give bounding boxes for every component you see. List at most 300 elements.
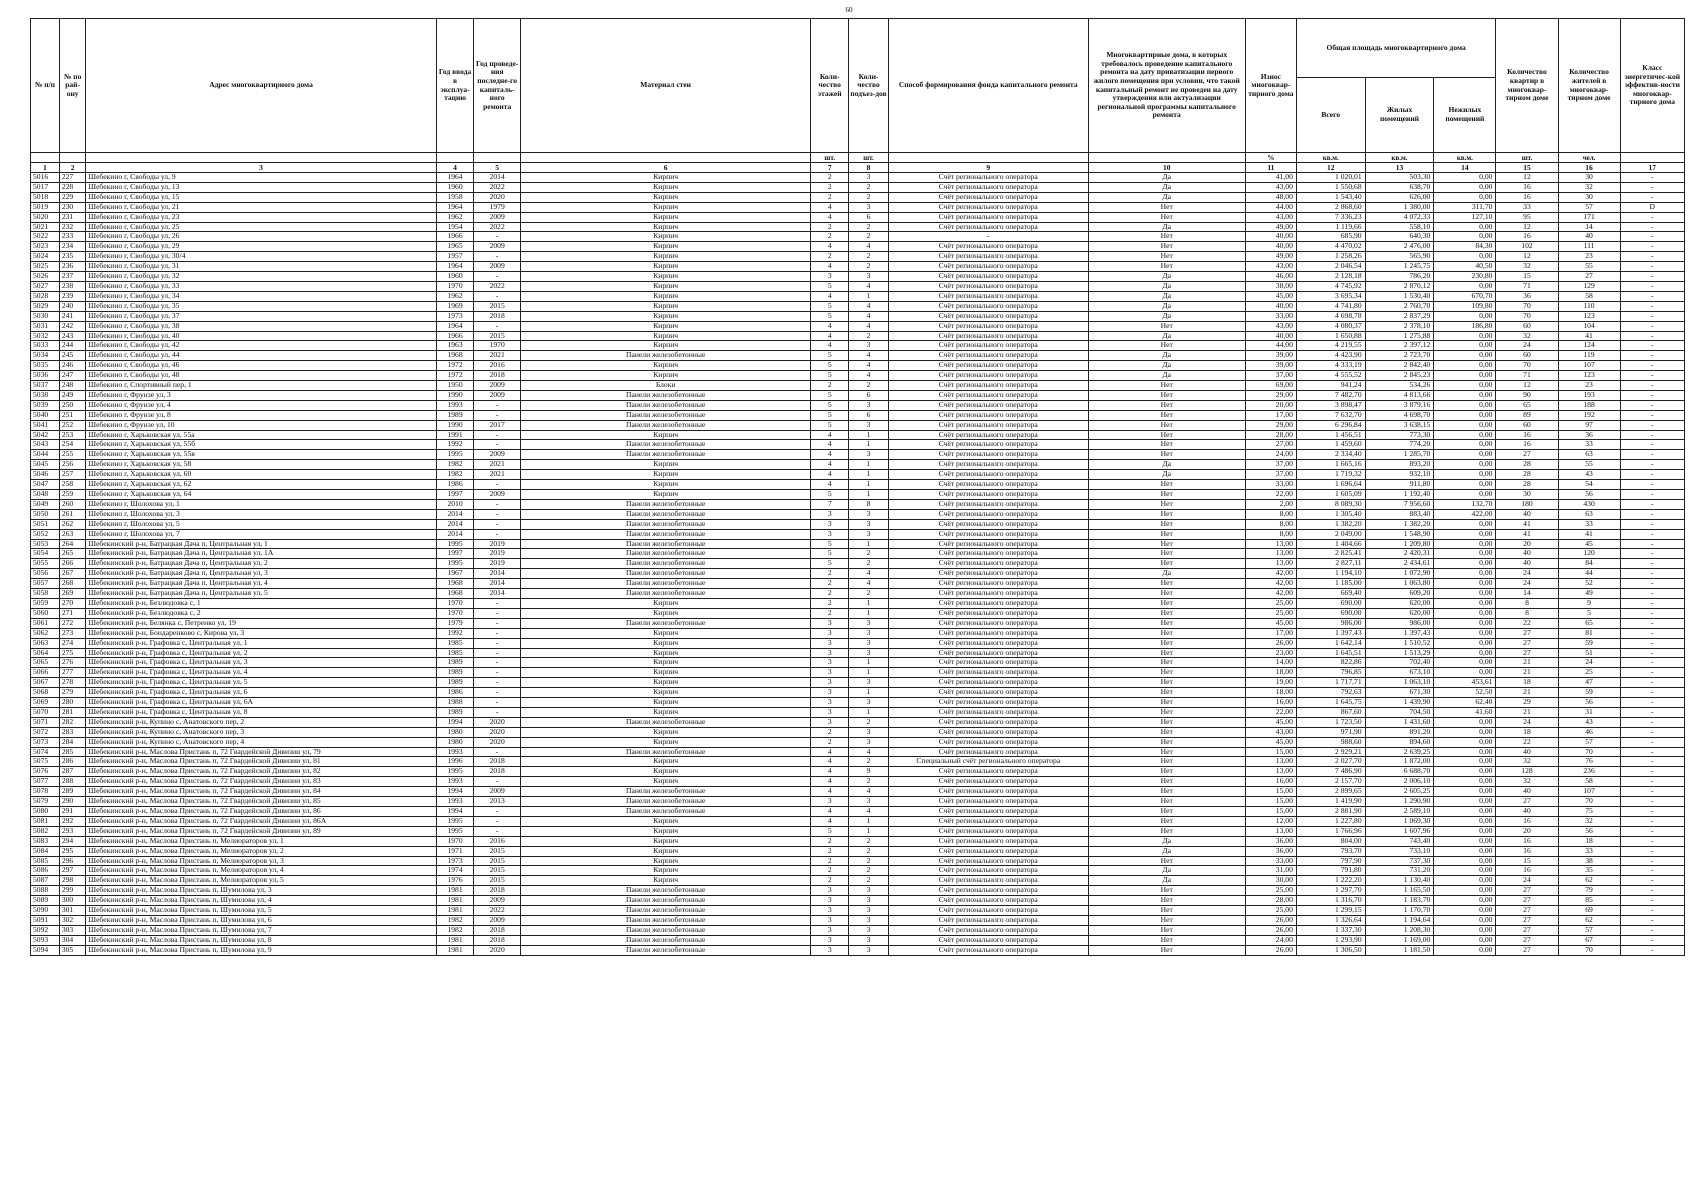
cell-entrances: 2 [849, 846, 889, 856]
cell-wear: 42,00 [1245, 589, 1296, 599]
cell-fund-method: Счёт регионального оператора [888, 608, 1088, 618]
unit-cell: кв.м. [1365, 153, 1434, 163]
cell-address: Шебекино г, Фрунзе ул, 3 [86, 390, 436, 400]
cell-area-nonresidential: 0,00 [1434, 747, 1496, 757]
cell-apartments: 27 [1496, 886, 1558, 896]
cell-area-residential: 1 063,80 [1365, 579, 1434, 589]
cell-last-repair-year: 2020 [474, 192, 521, 202]
cell-area-total: 1 297,70 [1296, 886, 1365, 896]
cell-year-built: 1982 [436, 470, 474, 480]
cell-row-number: 5076 [31, 767, 60, 777]
cell-residents: 31 [1558, 707, 1620, 717]
cell-year-built: 1997 [436, 549, 474, 559]
cell-year-built: 1969 [436, 301, 474, 311]
cell-last-repair-year: 2015 [474, 876, 521, 886]
cell-last-repair-year: 2009 [474, 381, 521, 391]
cell-repair-required: Нет [1088, 579, 1245, 589]
cell-last-repair-year: 2022 [474, 222, 521, 232]
cell-address: Шебекино г, Свободы ул, 34 [86, 291, 436, 301]
cell-repair-required: Да [1088, 272, 1245, 282]
cell-last-repair-year: - [474, 777, 521, 787]
column-number-cell: 11 [1245, 163, 1296, 173]
cell-address: Шебекинский р-н, Батрацкая Дача п, Центральная ул, 1А [86, 549, 436, 559]
cell-fund-method: Счёт регионального оператора [888, 727, 1088, 737]
cell-area-total: 1 194,10 [1296, 569, 1365, 579]
cell-residents: 43 [1558, 470, 1620, 480]
cell-wall-material: Кирпич [520, 291, 810, 301]
cell-address: Шебекино г, Свободы ул, 13 [86, 182, 436, 192]
cell-area-nonresidential: 0,00 [1434, 480, 1496, 490]
table-row [31, 638, 1685, 648]
cell-district-number: 273 [59, 628, 86, 638]
table-row [31, 182, 1685, 192]
cell-floors: 5 [811, 361, 849, 371]
cell-area-nonresidential: 0,00 [1434, 252, 1496, 262]
cell-area-nonresidential: 0,00 [1434, 519, 1496, 529]
cell-apartments: 28 [1496, 470, 1558, 480]
cell-wear: 19,00 [1245, 678, 1296, 688]
cell-area-residential: 1 530,40 [1365, 291, 1434, 301]
cell-last-repair-year: 2020 [474, 737, 521, 747]
table-row [31, 450, 1685, 460]
cell-wall-material: Кирпич [520, 727, 810, 737]
cell-year-built: 1991 [436, 430, 474, 440]
cell-address: Шебекино г, Свободы ул, 44 [86, 351, 436, 361]
table-row [31, 390, 1685, 400]
cell-floors: 4 [811, 341, 849, 351]
cell-year-built: 1964 [436, 173, 474, 183]
cell-last-repair-year: 2009 [474, 490, 521, 500]
cell-entrances: 2 [849, 589, 889, 599]
cell-area-nonresidential: 0,00 [1434, 935, 1496, 945]
cell-residents: 58 [1558, 291, 1620, 301]
cell-wear: 48,00 [1245, 192, 1296, 202]
table-row [31, 440, 1685, 450]
cell-row-number: 5084 [31, 846, 60, 856]
cell-floors: 3 [811, 678, 849, 688]
cell-floors: 4 [811, 460, 849, 470]
cell-fund-method: Счёт регионального оператора [888, 192, 1088, 202]
cell-residents: 97 [1558, 420, 1620, 430]
cell-row-number: 5069 [31, 698, 60, 708]
cell-fund-method: Счёт регионального оператора [888, 173, 1088, 183]
column-number-cell: 14 [1434, 163, 1496, 173]
cell-area-residential: 1 380,00 [1365, 202, 1434, 212]
cell-energy-class: - [1620, 727, 1684, 737]
cell-repair-required: Нет [1088, 678, 1245, 688]
cell-apartments: 24 [1496, 569, 1558, 579]
cell-area-nonresidential: 0,00 [1434, 846, 1496, 856]
cell-repair-required: Нет [1088, 252, 1245, 262]
header-area-nonresidential: Нежилых помещений [1434, 78, 1496, 153]
cell-address: Шебекино г, Шолохова ул, 1 [86, 499, 436, 509]
cell-address: Шебекино г, Свободы ул, 23 [86, 212, 436, 222]
cell-last-repair-year: 2019 [474, 539, 521, 549]
cell-energy-class: - [1620, 846, 1684, 856]
header-area-residential: Жилых помещений [1365, 78, 1434, 153]
cell-area-nonresidential: 0,00 [1434, 826, 1496, 836]
cell-address: Шебекинский р-н, Маслова Пристань п, 72 Гвардейской Дивизии ул, 82 [86, 767, 436, 777]
cell-year-built: 1966 [436, 232, 474, 242]
cell-area-total: 685,90 [1296, 232, 1365, 242]
cell-repair-required: Нет [1088, 519, 1245, 529]
cell-energy-class: - [1620, 618, 1684, 628]
cell-year-built: 1968 [436, 351, 474, 361]
cell-repair-required: Нет [1088, 440, 1245, 450]
cell-entrances: 2 [849, 836, 889, 846]
cell-wall-material: Панели железобетонные [520, 509, 810, 519]
cell-entrances: 3 [849, 341, 889, 351]
table-row [31, 846, 1685, 856]
cell-fund-method: Счёт регионального оператора [888, 807, 1088, 817]
cell-energy-class: - [1620, 291, 1684, 301]
cell-energy-class: - [1620, 420, 1684, 430]
cell-floors: 3 [811, 618, 849, 628]
cell-area-residential: 2 845,23 [1365, 371, 1434, 381]
cell-entrances: 2 [849, 777, 889, 787]
cell-year-built: 1960 [436, 182, 474, 192]
cell-fund-method: Счёт регионального оператора [888, 846, 1088, 856]
cell-area-nonresidential: 0,00 [1434, 440, 1496, 450]
cell-address: Шебекинский р-н, Маслова Пристань п, Мелиораторов ул, 5 [86, 876, 436, 886]
cell-apartments: 40 [1496, 509, 1558, 519]
column-number-cell: 13 [1365, 163, 1434, 173]
cell-wall-material: Кирпич [520, 272, 810, 282]
cell-district-number: 274 [59, 638, 86, 648]
cell-last-repair-year: - [474, 410, 521, 420]
cell-floors: 2 [811, 836, 849, 846]
cell-entrances: 1 [849, 598, 889, 608]
cell-entrances: 3 [849, 945, 889, 955]
cell-floors: 3 [811, 529, 849, 539]
cell-energy-class: - [1620, 628, 1684, 638]
cell-floors: 4 [811, 440, 849, 450]
table-row [31, 381, 1685, 391]
cell-wall-material: Панели железобетонные [520, 529, 810, 539]
cell-apartments: 27 [1496, 925, 1558, 935]
cell-area-nonresidential: 0,00 [1434, 430, 1496, 440]
cell-address: Шебекинский р-н, Батрацкая Дача п, Центральная ул, 4 [86, 579, 436, 589]
cell-year-built: 1994 [436, 717, 474, 727]
cell-last-repair-year: - [474, 628, 521, 638]
table-row [31, 767, 1685, 777]
cell-energy-class: - [1620, 351, 1684, 361]
cell-area-nonresidential: 0,00 [1434, 390, 1496, 400]
cell-energy-class: - [1620, 589, 1684, 599]
cell-last-repair-year: 2009 [474, 787, 521, 797]
cell-residents: 119 [1558, 351, 1620, 361]
cell-wear: 24,00 [1245, 450, 1296, 460]
cell-entrances: 3 [849, 420, 889, 430]
cell-residents: 120 [1558, 549, 1620, 559]
cell-floors: 4 [811, 470, 849, 480]
cell-wall-material: Панели железобетонные [520, 400, 810, 410]
cell-area-total: 2 027,70 [1296, 757, 1365, 767]
cell-address: Шебекинский р-н, Маслова Пристань п, Мелиораторов ул, 3 [86, 856, 436, 866]
cell-repair-required: Нет [1088, 826, 1245, 836]
cell-area-total: 2 128,18 [1296, 272, 1365, 282]
cell-area-total: 1 459,60 [1296, 440, 1365, 450]
cell-address: Шебекинский р-н, Маслова Пристань п, Мелиораторов ул, 2 [86, 846, 436, 856]
cell-area-total: 1 119,66 [1296, 222, 1365, 232]
cell-apartments: 29 [1496, 698, 1558, 708]
cell-apartments: 24 [1496, 876, 1558, 886]
cell-repair-required: Нет [1088, 797, 1245, 807]
cell-address: Шебекинский р-н, Купино с, Анатовского пер, 2 [86, 717, 436, 727]
cell-area-total: 7 336,23 [1296, 212, 1365, 222]
cell-energy-class: - [1620, 698, 1684, 708]
unit-cell [31, 153, 60, 163]
cell-energy-class: - [1620, 222, 1684, 232]
cell-wear: 15,00 [1245, 807, 1296, 817]
cell-district-number: 263 [59, 529, 86, 539]
cell-energy-class: - [1620, 262, 1684, 272]
cell-address: Шебекино г, Свободы ул, 21 [86, 202, 436, 212]
cell-area-nonresidential: 0,00 [1434, 925, 1496, 935]
cell-wear: 43,00 [1245, 182, 1296, 192]
cell-area-nonresidential: 0,00 [1434, 539, 1496, 549]
cell-energy-class: - [1620, 232, 1684, 242]
cell-year-built: 1965 [436, 242, 474, 252]
cell-apartments: 24 [1496, 341, 1558, 351]
cell-repair-required: Да [1088, 846, 1245, 856]
cell-wall-material: Панели железобетонные [520, 945, 810, 955]
cell-repair-required: Нет [1088, 529, 1245, 539]
cell-residents: 123 [1558, 371, 1620, 381]
cell-repair-required: Нет [1088, 509, 1245, 519]
cell-row-number: 5047 [31, 480, 60, 490]
cell-district-number: 266 [59, 559, 86, 569]
column-number-cell: 6 [520, 163, 810, 173]
cell-address: Шебекино г, Харьковская ул, 60 [86, 470, 436, 480]
cell-area-nonresidential: 0,00 [1434, 945, 1496, 955]
cell-energy-class: - [1620, 767, 1684, 777]
cell-floors: 3 [811, 668, 849, 678]
cell-repair-required: Нет [1088, 589, 1245, 599]
cell-fund-method: Счёт регионального оператора [888, 549, 1088, 559]
housing-register-table [30, 18, 1685, 956]
cell-repair-required: Да [1088, 361, 1245, 371]
cell-district-number: 256 [59, 460, 86, 470]
cell-wall-material: Кирпич [520, 321, 810, 331]
cell-floors: 4 [811, 767, 849, 777]
cell-area-nonresidential: 0,00 [1434, 281, 1496, 291]
cell-area-residential: 2 589,10 [1365, 807, 1434, 817]
cell-area-nonresidential: 186,80 [1434, 321, 1496, 331]
cell-area-residential: 4 813,66 [1365, 390, 1434, 400]
cell-wall-material: Кирпич [520, 182, 810, 192]
cell-address: Шебекинский р-н, Безлюдовка с, 2 [86, 608, 436, 618]
cell-energy-class: - [1620, 529, 1684, 539]
table-row [31, 945, 1685, 955]
cell-apartments: 27 [1496, 648, 1558, 658]
cell-row-number: 5052 [31, 529, 60, 539]
column-number-cell: 15 [1496, 163, 1558, 173]
cell-energy-class: - [1620, 509, 1684, 519]
cell-apartments: 20 [1496, 539, 1558, 549]
cell-wear: 23,00 [1245, 648, 1296, 658]
table-row [31, 886, 1685, 896]
cell-year-built: 1986 [436, 480, 474, 490]
cell-area-residential: 1 069,30 [1365, 816, 1434, 826]
cell-entrances: 4 [849, 361, 889, 371]
cell-district-number: 279 [59, 688, 86, 698]
cell-entrances: 2 [849, 757, 889, 767]
cell-wear: 44,00 [1245, 202, 1296, 212]
cell-floors: 2 [811, 589, 849, 599]
cell-repair-required: Нет [1088, 787, 1245, 797]
cell-wear: 22,00 [1245, 707, 1296, 717]
cell-energy-class: - [1620, 638, 1684, 648]
cell-district-number: 242 [59, 321, 86, 331]
cell-district-number: 227 [59, 173, 86, 183]
cell-last-repair-year: 2022 [474, 281, 521, 291]
cell-last-repair-year: 2018 [474, 371, 521, 381]
cell-last-repair-year: 2014 [474, 173, 521, 183]
cell-last-repair-year: - [474, 440, 521, 450]
cell-wear: 45,00 [1245, 618, 1296, 628]
cell-energy-class: - [1620, 490, 1684, 500]
unit-cell: кв.м. [1434, 153, 1496, 163]
cell-area-residential: 638,70 [1365, 182, 1434, 192]
cell-entrances: 9 [849, 767, 889, 777]
cell-row-number: 5057 [31, 579, 60, 589]
cell-year-built: 2010 [436, 499, 474, 509]
cell-entrances: 3 [849, 618, 889, 628]
cell-address: Шебекинский р-н, Маслова Пристань п, Мелиораторов ул, 1 [86, 836, 436, 846]
cell-apartments: 65 [1496, 400, 1558, 410]
cell-apartments: 27 [1496, 450, 1558, 460]
cell-row-number: 5085 [31, 856, 60, 866]
cell-year-built: 1985 [436, 648, 474, 658]
cell-energy-class: - [1620, 281, 1684, 291]
cell-year-built: 1995 [436, 539, 474, 549]
cell-year-built: 1970 [436, 608, 474, 618]
cell-district-number: 289 [59, 787, 86, 797]
cell-residents: 44 [1558, 569, 1620, 579]
cell-floors: 2 [811, 579, 849, 589]
cell-row-number: 5050 [31, 509, 60, 519]
cell-area-residential: 911,80 [1365, 480, 1434, 490]
cell-year-built: 1989 [436, 678, 474, 688]
cell-fund-method: Специальный счёт регионального оператора [888, 757, 1088, 767]
cell-apartments: 27 [1496, 915, 1558, 925]
cell-energy-class: - [1620, 182, 1684, 192]
cell-year-built: 1995 [436, 826, 474, 836]
cell-entrances: 1 [849, 688, 889, 698]
cell-energy-class: - [1620, 460, 1684, 470]
cell-district-number: 284 [59, 737, 86, 747]
table-row [31, 915, 1685, 925]
cell-wall-material: Кирпич [520, 628, 810, 638]
cell-residents: 59 [1558, 638, 1620, 648]
cell-year-built: 1971 [436, 846, 474, 856]
cell-address: Шебекино г, Свободы ул, 31 [86, 262, 436, 272]
cell-floors: 2 [811, 727, 849, 737]
cell-floors: 3 [811, 707, 849, 717]
cell-area-nonresidential: 0,00 [1434, 737, 1496, 747]
cell-entrances: 2 [849, 856, 889, 866]
cell-residents: 32 [1558, 816, 1620, 826]
cell-wall-material: Панели железобетонные [520, 410, 810, 420]
cell-energy-class: - [1620, 925, 1684, 935]
cell-wall-material: Кирпич [520, 361, 810, 371]
cell-area-total: 4 333,19 [1296, 361, 1365, 371]
cell-area-residential: 640,30 [1365, 232, 1434, 242]
cell-floors: 3 [811, 519, 849, 529]
cell-last-repair-year: - [474, 252, 521, 262]
table-row [31, 757, 1685, 767]
table-row [31, 400, 1685, 410]
cell-floors: 5 [811, 826, 849, 836]
cell-wall-material: Панели железобетонные [520, 925, 810, 935]
cell-district-number: 254 [59, 440, 86, 450]
cell-row-number: 5092 [31, 925, 60, 935]
cell-address: Шебекинский р-н, Графовка с, Центральная ул, 6А [86, 698, 436, 708]
cell-area-residential: 702,40 [1365, 658, 1434, 668]
cell-last-repair-year: 2018 [474, 925, 521, 935]
cell-area-nonresidential: 52,50 [1434, 688, 1496, 698]
cell-energy-class: - [1620, 856, 1684, 866]
cell-area-residential: 893,20 [1365, 460, 1434, 470]
cell-year-built: 1993 [436, 797, 474, 807]
cell-address: Шебекино г, Свободы ул, 33 [86, 281, 436, 291]
cell-last-repair-year: 2019 [474, 559, 521, 569]
column-number-cell: 17 [1620, 163, 1684, 173]
cell-row-number: 5065 [31, 658, 60, 668]
cell-fund-method: Счёт регионального оператора [888, 777, 1088, 787]
cell-wear: 33,00 [1245, 856, 1296, 866]
cell-row-number: 5040 [31, 410, 60, 420]
cell-fund-method: - [888, 232, 1088, 242]
cell-last-repair-year: 2018 [474, 767, 521, 777]
cell-apartments: 27 [1496, 906, 1558, 916]
cell-area-nonresidential: 0,00 [1434, 787, 1496, 797]
cell-fund-method: Счёт регионального оператора [888, 816, 1088, 826]
cell-wear: 8,00 [1245, 529, 1296, 539]
cell-row-number: 5028 [31, 291, 60, 301]
cell-address: Шебекинский р-н, Графовка с, Центральная ул, 4 [86, 668, 436, 678]
cell-address: Шебекино г, Харьковская ул, 58 [86, 460, 436, 470]
cell-wear: 16,00 [1245, 777, 1296, 787]
cell-area-total: 797,90 [1296, 856, 1365, 866]
cell-apartments: 16 [1496, 232, 1558, 242]
cell-repair-required: Нет [1088, 757, 1245, 767]
cell-area-residential: 731,20 [1365, 866, 1434, 876]
cell-area-nonresidential: 0,00 [1434, 371, 1496, 381]
cell-apartments: 27 [1496, 945, 1558, 955]
cell-entrances: 3 [849, 915, 889, 925]
header-repair-required: Многоквартирные дома, в которых требовалось проведение капитального ремонта на дату приватизации первого жилого помещения при условии, что такой капитальный ремонт не проведен на дату утверждения или актуализации региональной программы капитального ремонта [1088, 19, 1245, 153]
cell-repair-required: Да [1088, 866, 1245, 876]
table-row [31, 925, 1685, 935]
cell-wall-material: Блоки [520, 381, 810, 391]
cell-area-residential: 2 842,40 [1365, 361, 1434, 371]
cell-fund-method: Счёт регионального оператора [888, 222, 1088, 232]
cell-wall-material: Панели железобетонные [520, 886, 810, 896]
cell-fund-method: Счёт регионального оператора [888, 499, 1088, 509]
cell-area-residential: 1 872,00 [1365, 757, 1434, 767]
cell-area-total: 1 719,32 [1296, 470, 1365, 480]
cell-area-nonresidential: 62,40 [1434, 698, 1496, 708]
cell-district-number: 287 [59, 767, 86, 777]
cell-area-total: 1 326,64 [1296, 915, 1365, 925]
table-row [31, 816, 1685, 826]
cell-area-nonresidential: 0,00 [1434, 559, 1496, 569]
table-row [31, 519, 1685, 529]
cell-year-built: 1997 [436, 490, 474, 500]
cell-repair-required: Нет [1088, 737, 1245, 747]
